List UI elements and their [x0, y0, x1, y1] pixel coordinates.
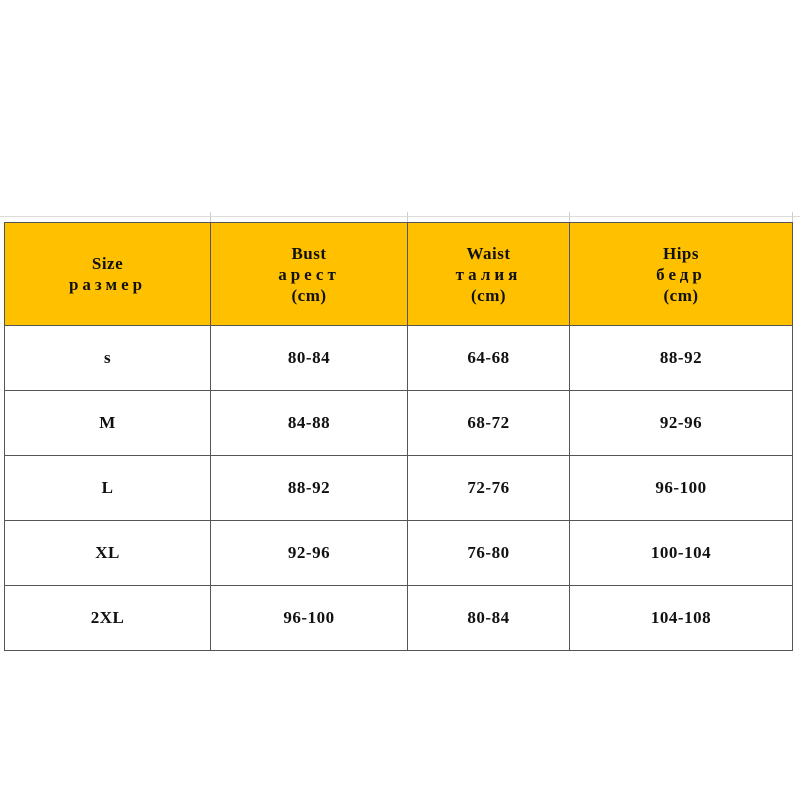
cell-bust: 96-100	[211, 586, 408, 651]
cell-waist: 64-68	[408, 326, 570, 391]
spreadsheet-gridline	[407, 212, 408, 222]
header-bust-ru: арест	[278, 264, 340, 284]
cell-size: XL	[5, 521, 211, 586]
size-chart-table	[4, 222, 793, 651]
table-row	[5, 521, 793, 586]
header-size-ru: размер	[68, 275, 147, 294]
cell-size: s	[5, 326, 211, 391]
cell-bust: 84-88	[211, 391, 408, 456]
header-waist-en: Waist	[466, 243, 511, 263]
cell-waist: 80-84	[408, 586, 570, 651]
table-row	[5, 586, 793, 651]
header-size	[5, 223, 211, 326]
cell-size: L	[5, 456, 211, 521]
table-row	[5, 456, 793, 521]
header-size-en: Size	[91, 254, 124, 273]
header-waist-unit: (cm)	[470, 285, 507, 305]
cell-waist: 76-80	[408, 521, 570, 586]
header-waist-ru: талия	[455, 264, 522, 284]
header-hips	[570, 223, 793, 326]
cell-size: 2XL	[5, 586, 211, 651]
spreadsheet-gridline	[210, 212, 211, 222]
header-row	[5, 223, 793, 326]
header-hips-unit: (cm)	[663, 285, 699, 305]
cell-hips: 100-104	[570, 521, 793, 586]
cell-size: M	[5, 391, 211, 456]
spreadsheet-gridline	[569, 212, 570, 222]
cell-bust: 92-96	[211, 521, 408, 586]
cell-bust: 80-84	[211, 326, 408, 391]
spreadsheet-gridline	[792, 212, 793, 222]
cell-waist: 72-76	[408, 456, 570, 521]
header-bust-en: Bust	[291, 243, 327, 263]
header-bust	[211, 223, 408, 326]
header-hips-ru: бедр	[656, 264, 706, 284]
cell-hips: 104-108	[570, 586, 793, 651]
header-bust-unit: (cm)	[291, 285, 327, 305]
header-hips-en: Hips	[662, 243, 700, 263]
table-row	[5, 391, 793, 456]
cell-hips: 92-96	[570, 391, 793, 456]
spreadsheet-gridline	[0, 216, 800, 217]
cell-hips: 88-92	[570, 326, 793, 391]
cell-waist: 68-72	[408, 391, 570, 456]
header-waist	[408, 223, 570, 326]
table-row	[5, 326, 793, 391]
cell-bust: 88-92	[211, 456, 408, 521]
cell-hips: 96-100	[570, 456, 793, 521]
